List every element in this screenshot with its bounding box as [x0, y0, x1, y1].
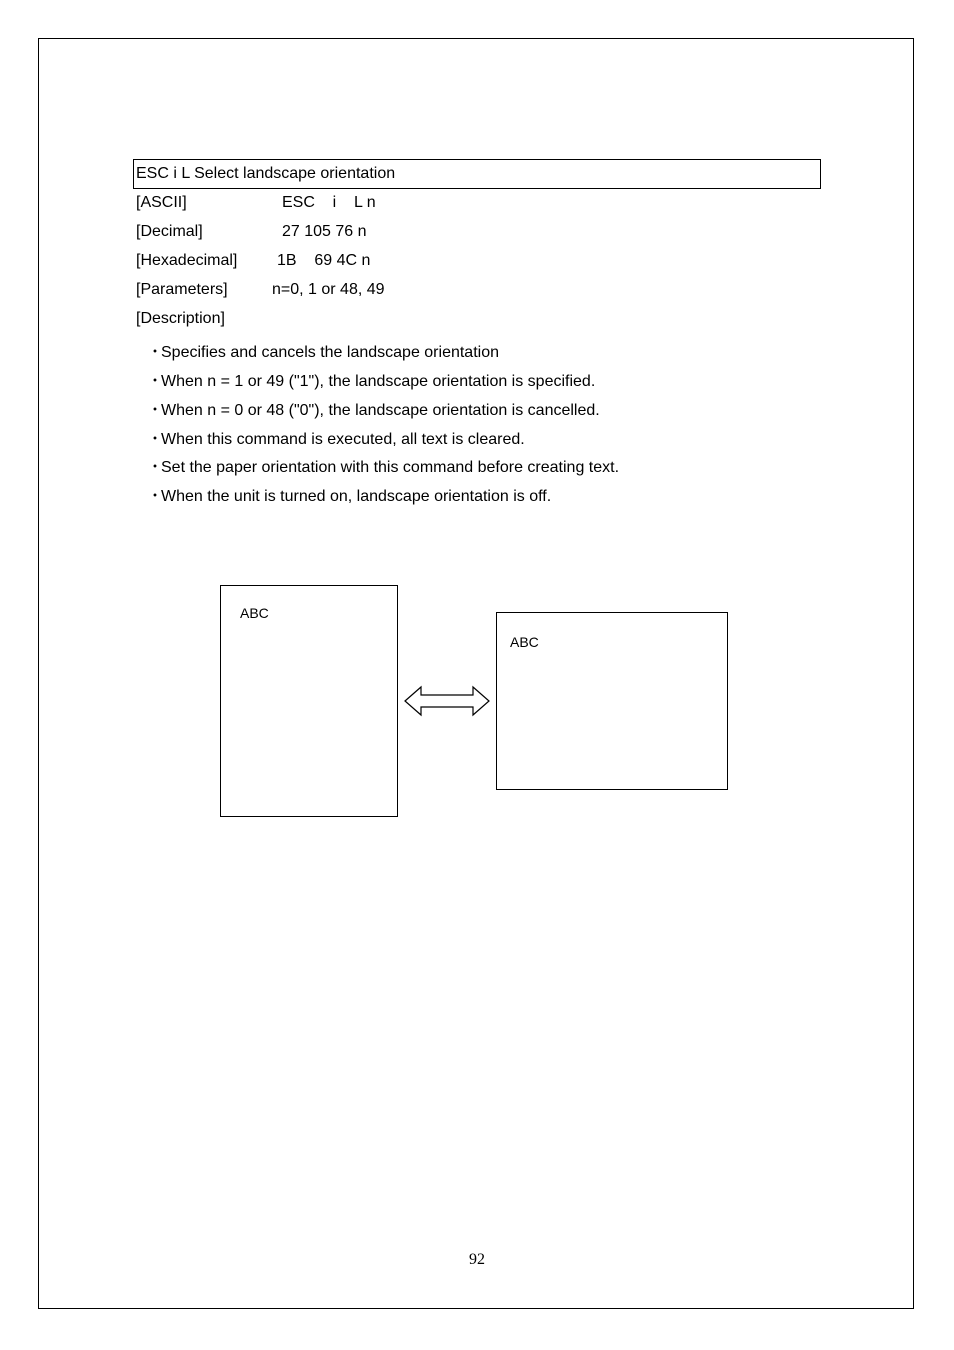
description-label: [Description] [136, 310, 225, 327]
portrait-sheet-text: ABC [240, 605, 269, 621]
parameters-value: n=0, 1 or 48, 49 [272, 281, 385, 298]
bullet-icon: ・ [147, 459, 164, 476]
parameters-label: [Parameters] [136, 281, 228, 298]
decimal-row [136, 223, 367, 243]
description-item: ・When this command is executed, all text is cleared. [147, 426, 525, 449]
ascii-label: [ASCII] [136, 194, 187, 211]
command-title-box [133, 159, 821, 189]
description-item: ・Set the paper orientation with this command before creating text. [147, 454, 619, 477]
bullet-icon: ・ [147, 344, 164, 361]
bullet-icon: ・ [147, 373, 164, 390]
description-item: ・When n = 0 or 48 ("0"), the landscape orientation is cancelled. [147, 397, 600, 420]
description-row [136, 310, 225, 330]
double-arrow-icon [404, 685, 492, 722]
bullet-icon: ・ [147, 431, 164, 448]
bullet-icon: ・ [147, 488, 164, 505]
ascii-row [136, 194, 376, 214]
bullet-icon: ・ [147, 402, 164, 419]
description-item: ・When the unit is turned on, landscape orientation is off. [147, 483, 551, 506]
hex-value: 1B 69 4C n [277, 252, 371, 269]
description-item: ・Specifies and cancels the landscape orientation [147, 339, 499, 362]
decimal-label: [Decimal] [136, 223, 203, 240]
parameters-row [136, 281, 385, 301]
decimal-value: 27 105 76 n [282, 223, 367, 240]
hex-row [136, 252, 371, 272]
page-number: 92 [469, 1251, 485, 1268]
hex-label: [Hexadecimal] [136, 252, 238, 269]
landscape-sheet [496, 612, 728, 790]
command-title: ESC i L Select landscape orientation [136, 165, 396, 182]
ascii-value: ESC i L n [282, 194, 376, 211]
portrait-sheet [220, 585, 398, 817]
description-item: ・When n = 1 or 49 ("1"), the landscape orientation is specified. [147, 368, 595, 391]
landscape-sheet-text: ABC [510, 634, 539, 650]
